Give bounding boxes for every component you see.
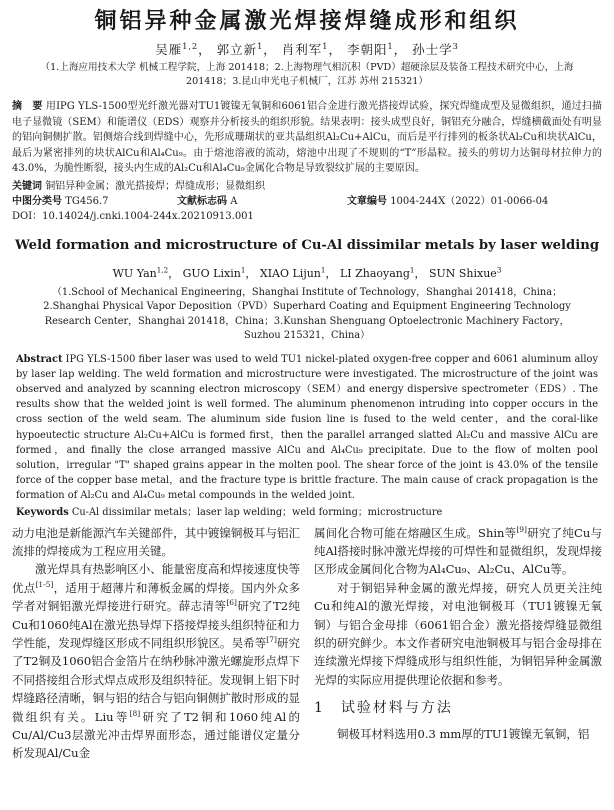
- body-paragraph: 对于铜铝异种金属的激光焊接，研究人员更关注纯Cu和纯Al的激光焊接，对电池铜极耳（TU1镀镍无氧铜）与铝合金母排（6061铝合金）激光搭接焊缝显微组织的研究鲜少。本文作者研究电池铜极耳与铝合金母排在连续激光焊接下焊缝成形与组织性能，为铜铝异种金属激光焊的实际应用提供理论依据和参考。: [314, 580, 602, 687]
- author-cn: 吴雁: [155, 42, 183, 57]
- author-sup: 1: [240, 264, 246, 274]
- author-sup: 3: [496, 264, 502, 274]
- section-heading: [314, 697, 602, 719]
- article-no-field: [347, 194, 548, 209]
- abstract-cn-text: 用IPG YLS-1500型光纤激光器对TU1镀镍无氧铜和6061铝合金进行激光搭接焊试验，探究焊缝成型及显微组织，通过扫描电子显微镜（SEM）和能谱仪（EDS）观察并分析接头的组织形貌。结果表明：接头成型良好，铜铝充分融合，焊缝横截面处有明显的铝向铜侧扩散。铝侧熔合线到焊缝中心，先形成珊瑚状的亚共晶组织Al₂Cu+AlCu，而后是平行排列的板条状Al₂Cu和块状AlCu，最后为紧密排列的块状AlCu和Al₄Cu₉。由于熔池溶液的流动，熔池中出现了不规则的“T”形晶粒。接头的剪切力达铜母材拉伸力的43.0%，为脆性断裂，接头内生成的Al₂Cu和Al₄Cu₉金属化合物是导致裂纹扩展的主要原因。: [12, 101, 602, 174]
- doc-code-field: [177, 194, 347, 209]
- text-run: 研究了T2纯Cu和1060纯Al在激光热导焊下搭接焊接头组织特征和力学性能，发现焊缝区形成不同组织形貌区。吴希等: [12, 599, 300, 650]
- affiliations-en: （1.School of Mechanical Engineering，Shanghai Institute of Technology，Shanghai 201418，China；2.Shanghai Physical Vapor Deposition（PVD）Superhard Coating and Equipment Engineering Technology Research Center，Shanghai 201418，China；3.Kunshan Shenguang Optoelectronic Machinery Factory，Suzhou 215321，China）: [43, 286, 571, 341]
- affiliations-cn: （1.上海应用技术大学 机械工程学院，上海 201418；2.上海物理气相沉积（PVD）超硬涂层及装备工程技术研究中心，上海 201418；3.昆山申光电子机械厂，江苏 苏州 215321）: [40, 62, 574, 87]
- section-title: 试验材料与方法: [340, 700, 453, 717]
- article-no-label: 文章编号: [347, 195, 387, 207]
- body-paragraph: 铜极耳材料选用0.3 mm厚的TU1镀镍无氧铜，铝: [337, 727, 590, 742]
- author-sup: 1: [257, 40, 264, 51]
- citation: [1-5]: [35, 579, 54, 589]
- body-columns: [12, 524, 602, 763]
- author-sup: 1,2: [182, 40, 199, 51]
- author-cn: 孙士学: [412, 42, 453, 57]
- keywords-en-label: Keywords: [16, 506, 69, 518]
- author-sup: 1: [322, 40, 329, 51]
- author-sup: 1: [320, 264, 326, 274]
- abstract-cn-label: 摘 要: [12, 101, 43, 112]
- author-sup: 3: [452, 40, 459, 51]
- author-sup: 1: [409, 264, 415, 274]
- author-en: WU Yan: [112, 266, 157, 280]
- author-en: XIAO Lijun: [259, 266, 321, 280]
- text-run: 研究了T2铜和1060纯Al的Cu/Al/Cu3层激光冲击焊界面形态，通过能谱仪定量分析发现Al/Cu金: [12, 709, 300, 761]
- text-run: 研究了纯Cu与纯Al搭接时脉冲激光焊接的可焊性和显微组织，发现焊接区形成金属间化合物为Al₄Cu₉、Al₂Cu、AlCu等。: [314, 525, 602, 577]
- author-en: SUN Shixue: [428, 266, 497, 280]
- text-run: 研究了T2铜及1060铝合金箔片在纳秒脉冲激光螺旋形点焊下不同搭接组合形式焊点成形及组织特征。发现铜上铝下时焊缝路径清晰，铜与铝的结合与铝向铜侧扩散时形成的显微组织有关。Liu等: [12, 635, 301, 724]
- keywords-cn-label: 关键词: [12, 180, 42, 192]
- clc-value: TG456.7: [65, 195, 109, 207]
- citation: [7]: [266, 635, 277, 645]
- clc-label: 中图分类号: [12, 195, 62, 207]
- body-paragraph: [314, 524, 602, 579]
- body-paragraph: 动力电池是新能源汽车关键部件，其中镀镍铜极耳与铝汇流排的焊接成为工程应用关键。: [12, 525, 300, 558]
- meta-row: [12, 194, 602, 209]
- author-cn: 肖利军: [281, 42, 323, 57]
- citation: [9]: [516, 524, 527, 534]
- body-paragraph: [12, 560, 300, 762]
- authors-cn: 吴雁$^{1,2}$， 郭立新$^1$， 肖利军$^1$， 李朝阳$^1$， 孙士学$^3$: [155, 40, 459, 57]
- doi: DOI：10.14024/j.cnki.1004-244x.20210913.001: [12, 210, 254, 222]
- citation: [8]: [129, 708, 141, 718]
- author-cn: 李朝阳: [346, 42, 388, 57]
- abstract-cn: [12, 99, 602, 177]
- abstract-en-text: IPG YLS-1500 fiber laser was used to weld TU1 nickel-plated oxygen-free copper and 6061 aluminum alloy by laser lap welding. The weld formation and microstructure were investigated. The microstructure of the joint was observed and analyzed by scanning electron microscopy（SEM）and energy dispersive spectrometer（EDS）. The results show that the welded joint is well formed. The aluminum phenomenon intruding into copper occurs in the cross section of the weld seam. The aluminum side fusion line is fused to the weld center，and the coral-like hypoeutectic structure Al₂Cu+AlCu is formed first，then the parallel arranged slatted Al₂Cu and massive AlCu are formed，and finally the close arranged massive AlCu and Al₄Cu₉ precipitate. Due to the flow of molten pool solution，irregular "T" shaped grains appear in the molten pool. The shear force of the joint is 43.0% of the tensile force of the copper base metal，and the fracture type is brittle fracture. The main cause of crack propagation is the formation of Al₂Cu and Al₄Cu₉ metal compounds in the welded joint.: [16, 353, 598, 502]
- text-run: 激光焊具有热影响区小、能量密度高和焊接速度快等优点: [12, 562, 300, 595]
- text-run: 属间化合物可能在熔融区生成。Shin等: [314, 525, 517, 540]
- title-en: Weld formation and microstructure of Cu-Al dissimilar metals by laser welding: [14, 237, 600, 253]
- authors-en: WU Yan$^{1,2}$， GUO Lixin$^1$， XIAO Lijun$^1$， LI Zhaoyang$^1$， SUN Shixue$^3$: [112, 264, 502, 280]
- author-sup: 1,2: [156, 264, 169, 274]
- keywords-en-text: Cu-Al dissimilar metals；laser lap welding；weld forming；microstructure: [71, 506, 443, 518]
- keywords-en: [12, 505, 602, 520]
- author-en: LI Zhaoyang: [339, 266, 410, 280]
- doc-code-label: 文献标志码: [177, 195, 227, 207]
- abstract-en: [12, 352, 602, 504]
- clc-field: [12, 194, 177, 209]
- abstract-en-label: Abstract: [16, 353, 63, 365]
- author-sup: 1: [387, 40, 394, 51]
- section-number: 1: [314, 700, 325, 717]
- citation: [6]: [226, 598, 237, 608]
- left-column: [12, 524, 300, 763]
- keywords-cn-text: 铜铝异种金属；激光搭接焊；焊缝成形；显微组织: [45, 180, 266, 192]
- right-column: [314, 524, 602, 763]
- author-en: GUO Lixin: [182, 266, 241, 280]
- title-cn: 铜铝异种金属激光焊接焊缝成形和组织: [94, 8, 520, 34]
- doc-code-value: A: [230, 195, 238, 207]
- text-run: ，适用于超薄片和薄板金属的焊接。国内外众多学者对铜铝激光焊接进行研究。薛志清等: [12, 580, 301, 614]
- author-cn: 郭立新: [216, 42, 258, 57]
- article-no-value: 1004-244X（2022）01-0066-04: [390, 195, 549, 207]
- keywords-cn: [12, 179, 602, 194]
